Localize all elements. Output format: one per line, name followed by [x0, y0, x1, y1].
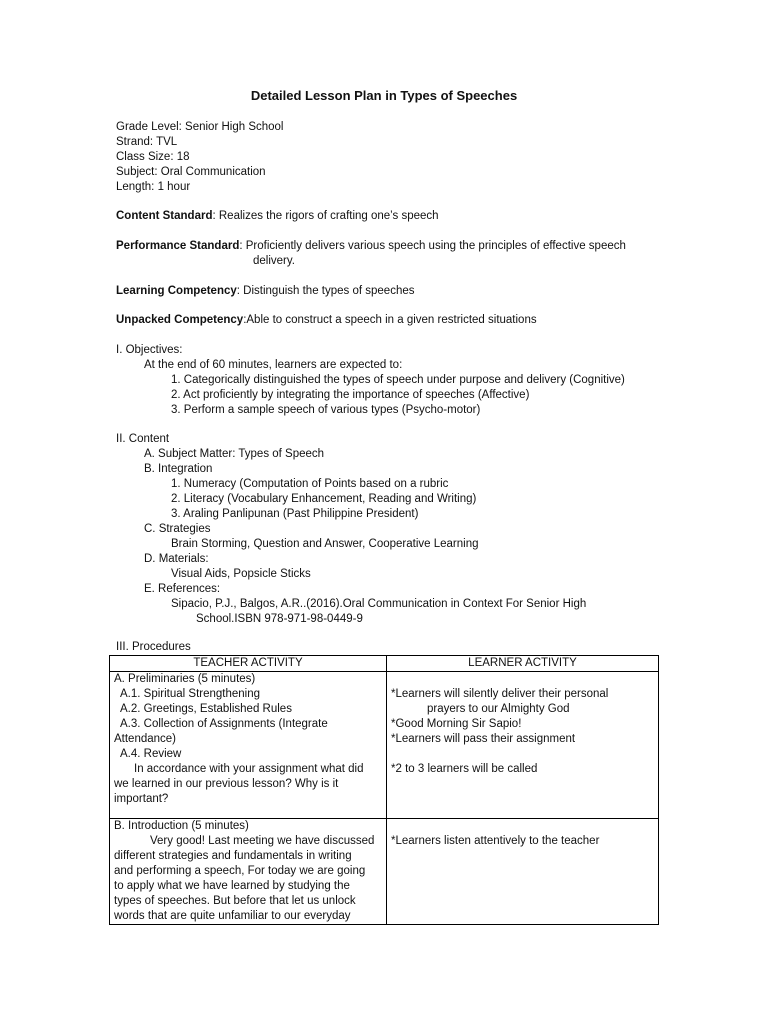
step-a2: A.2. Greetings, Established Rules	[120, 703, 292, 715]
teacher-activity-header: TEACHER ACTIVITY	[110, 656, 387, 672]
objectives-section	[116, 343, 676, 418]
class-info	[116, 120, 676, 195]
grade-level: Grade Level: Senior High School	[116, 121, 284, 133]
table-row	[110, 672, 659, 819]
content-standard-text: : Realizes the rigors of crafting one’s speech	[212, 210, 439, 222]
learner-response: *Learners will pass their assignment	[391, 733, 576, 745]
integration-item: 2. Literacy (Vocabulary Enhancement, Reading and Writing)	[171, 493, 477, 505]
unpacked-competency	[116, 313, 676, 328]
learner-response: *2 to 3 learners will be called	[391, 763, 538, 775]
integration-item: 3. Araling Panlipunan (Past Philippine President)	[171, 508, 419, 520]
step-a3: A.3. Collection of Assignments (Integrate	[120, 718, 328, 730]
review-text: In accordance with your assignment what did	[134, 763, 364, 775]
introduction-text: words that are quite unfamiliar to our everyday	[114, 910, 351, 922]
integration-heading: B. Integration	[144, 463, 213, 475]
class-size: Class Size: 18	[116, 151, 190, 163]
learner-response: *Learners listen attentively to the teacher	[391, 835, 600, 847]
step-a1: A.1. Spiritual Strengthening	[120, 688, 261, 700]
introduction-title: B. Introduction (5 minutes)	[114, 820, 249, 832]
strategies-heading: C. Strategies	[144, 523, 211, 535]
learner-activity-header: LEARNER ACTIVITY	[387, 656, 659, 672]
content-section	[116, 432, 676, 627]
subject: Subject: Oral Communication	[116, 166, 266, 178]
length: Length: 1 hour	[116, 181, 191, 193]
learner-response-cont: prayers to our Almighty God	[427, 703, 570, 715]
step-a4: A.4. Review	[120, 748, 182, 760]
procedures-heading-text: III. Procedures	[116, 641, 191, 653]
learner-response: *Good Morning Sir Sapio!	[391, 718, 522, 730]
references-heading: E. References:	[144, 583, 221, 595]
unpacked-competency-text: :Able to construct a speech in a given restricted situations	[243, 314, 537, 326]
references-text-cont: School.ISBN 978-971-98-0449-9	[196, 613, 363, 625]
introduction-text: different strategies and fundamentals in writing	[114, 850, 352, 862]
objective-item: 3. Perform a sample speech of various types (Psycho-motor)	[171, 404, 481, 416]
learner-response: *Learners will silently deliver their personal	[391, 688, 609, 700]
teacher-activity-cell	[110, 819, 387, 925]
content-standard-label: Content Standard	[116, 210, 213, 222]
references-text: Sipacio, P.J., Balgos, A.R..(2016).Oral Communication in Context For Senior High	[171, 598, 587, 610]
learner-activity-cell	[387, 672, 659, 819]
performance-standard	[116, 239, 676, 269]
objectives-heading: I. Objectives:	[116, 344, 183, 356]
introduction-text: to apply what we have learned by studying the	[114, 880, 350, 892]
learning-competency-label: Learning Competency	[116, 285, 237, 297]
objective-item: 1. Categorically distinguished the types of speech under purpose and delivery (Cognitive)	[171, 374, 625, 386]
subject-matter: A. Subject Matter: Types of Speech	[144, 448, 325, 460]
preliminaries-title: A. Preliminaries (5 minutes)	[114, 673, 256, 685]
introduction-text: and performing a speech, For today we are going	[114, 865, 366, 877]
performance-standard-text: : Proficiently delivers various speech using the principles of effective speech	[239, 240, 626, 252]
teacher-activity-cell	[110, 672, 387, 819]
objectives-intro: At the end of 60 minutes, learners are expected to:	[144, 359, 403, 371]
review-text: important?	[114, 793, 169, 805]
learner-activity-cell	[387, 819, 659, 925]
review-text: we learned in our previous lesson? Why is it	[114, 778, 339, 790]
content-heading: II. Content	[116, 433, 170, 445]
materials-heading: D. Materials:	[144, 553, 209, 565]
table-row	[110, 819, 659, 925]
unpacked-competency-label: Unpacked Competency	[116, 314, 244, 326]
procedures-table	[109, 655, 659, 925]
strategies-text: Brain Storming, Question and Answer, Cooperative Learning	[171, 538, 479, 550]
introduction-text: Very good! Last meeting we have discussed	[150, 835, 375, 847]
content-standard	[116, 209, 676, 224]
integration-item: 1. Numeracy (Computation of Points based on a rubric	[171, 478, 449, 490]
performance-standard-label: Performance Standard	[116, 240, 240, 252]
objective-item: 2. Act proficiently by integrating the importance of speeches (Affective)	[171, 389, 530, 401]
strand: Strand: TVL	[116, 136, 178, 148]
materials-text: Visual Aids, Popsicle Sticks	[171, 568, 311, 580]
table-header-row	[110, 656, 659, 672]
document-title: Detailed Lesson Plan in Types of Speeches	[250, 88, 518, 103]
procedures-heading	[116, 640, 676, 655]
learning-competency	[116, 284, 676, 299]
step-a3-cont: Attendance)	[114, 733, 177, 745]
introduction-text: types of speeches. But before that let us unlock	[114, 895, 356, 907]
performance-standard-text-cont: delivery.	[253, 255, 295, 267]
learning-competency-text: : Distinguish the types of speeches	[236, 285, 415, 297]
